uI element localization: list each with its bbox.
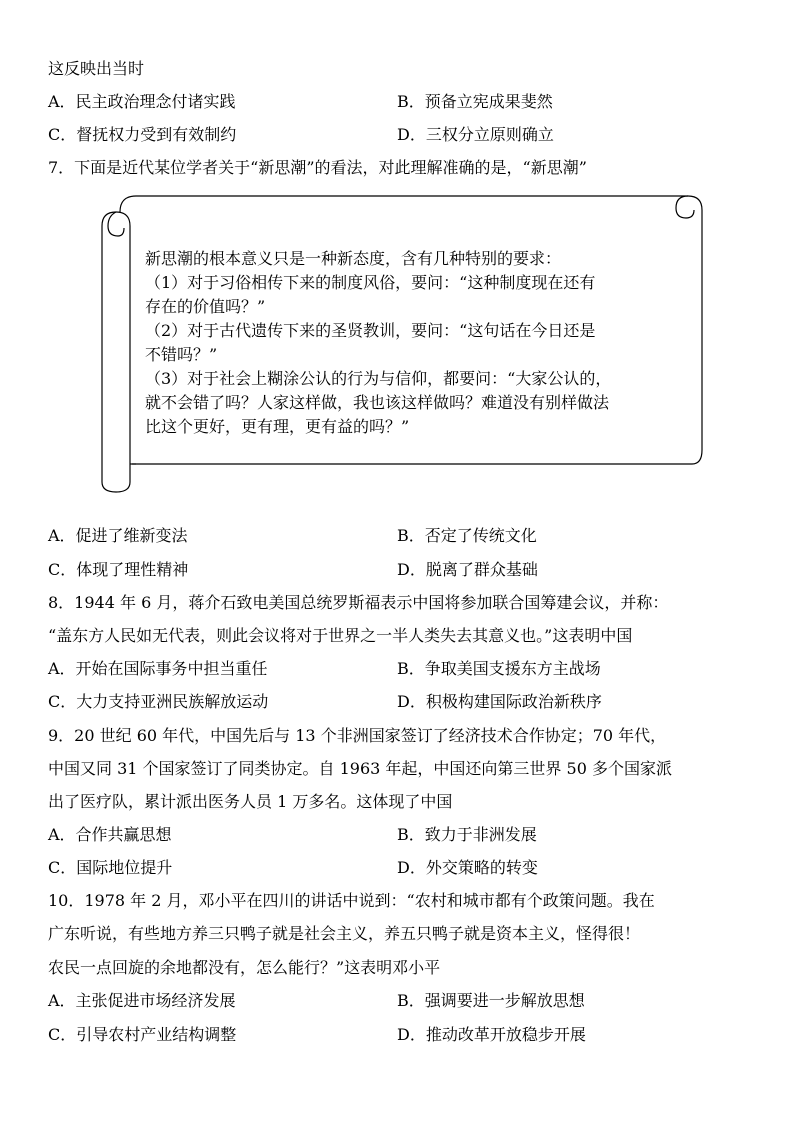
q9-stem-line-1: 9．20 世纪 60 年代，中国先后与 13 个非洲国家签订了经济技术合作协定；70 年代， — [48, 726, 667, 745]
q9-option-d: D．外交策略的转变 — [397, 858, 538, 877]
q6-option-b: B．预备立宪成果斐然 — [397, 92, 553, 111]
q6-option-c: C．督抚权力受到有效制约 — [48, 125, 237, 144]
q6-option-a: A．民主政治理念付诸实践 — [48, 92, 236, 111]
q10-stem-line-1: 10．1978 年 2 月，邓小平在四川的讲话中说到：“农村和城市都有个政策问题。我在 — [48, 891, 655, 910]
q10-option-c: C．引导农村产业结构调整 — [48, 1025, 237, 1044]
q10-option-a: A．主张促进市场经济发展 — [48, 991, 236, 1010]
q8-option-a: A．开始在国际事务中担当重任 — [48, 659, 268, 678]
quote-line-1: 新思潮的根本意义只是一种新态度，含有几种特别的要求： — [145, 249, 562, 268]
q7-option-a: A．促进了维新变法 — [48, 526, 188, 545]
q9-stem-line-3: 出了医疗队，累计派出医务人员 1 万多名。这体现了中国 — [48, 792, 453, 811]
q9-stem-line-2: 中国又同 31 个国家签订了同类协定。自 1963 年起，中国还向第三世界 50 多个国家派 — [48, 759, 672, 778]
q8-stem-line-2: “盖东方人民如无代表，则此会议将对于世界之一半人类失去其意义也。”这表明中国 — [48, 626, 633, 645]
q7-option-c: C．体现了理性精神 — [48, 560, 189, 579]
quote-line-2: （1）对于习俗相传下来的制度风俗，要问：“这种制度现在还有 — [145, 273, 596, 292]
q8-option-d: D．积极构建国际政治新秩序 — [397, 692, 602, 711]
q6-option-d: D．三权分立原则确立 — [397, 125, 554, 144]
q6-stem-tail: 这反映出当时 — [48, 59, 145, 78]
quote-line-3: 存在的价值吗？” — [145, 297, 266, 316]
quote-line-8: 比这个更好，更有理，更有益的吗？” — [145, 417, 410, 436]
quote-line-4: （2）对于古代遗传下来的圣贤教训，要问：“这句话在今日还是 — [145, 321, 596, 340]
quote-line-5: 不错吗？” — [145, 345, 218, 364]
q7-stem: 7．下面是近代某位学者关于“新思潮”的看法，对此理解准确的是，“新思潮” — [48, 158, 587, 177]
quote-line-7: 就不会错了吗？人家这样做，我也该这样做吗？难道没有别样做法 — [145, 393, 610, 412]
q10-option-b: B．强调要进一步解放思想 — [397, 991, 585, 1010]
q10-stem-line-2: 广东听说，有些地方养三只鸭子就是社会主义，养五只鸭子就是资本主义，怪得很！ — [48, 924, 641, 943]
quote-line-6: （3）对于社会上糊涂公认的行为与信仰，都要问：“大家公认的， — [145, 369, 612, 388]
q9-option-b: B．致力于非洲发展 — [397, 825, 537, 844]
q9-option-c: C．国际地位提升 — [48, 858, 173, 877]
q10-stem-line-3: 农民一点回旋的余地都没有，怎么能行？”这表明邓小平 — [48, 958, 441, 977]
q8-stem-line-1: 8．1944 年 6 月，蒋介石致电美国总统罗斯福表示中国将参加联合国筹建会议，并称： — [48, 593, 669, 612]
q10-option-d: D．推动改革开放稳步开展 — [397, 1025, 586, 1044]
q9-option-a: A．合作共赢思想 — [48, 825, 172, 844]
q8-option-b: B．争取美国支援东方主战场 — [397, 659, 601, 678]
q7-option-b: B．否定了传统文化 — [397, 526, 537, 545]
q7-option-d: D．脱离了群众基础 — [397, 560, 538, 579]
q8-option-c: C．大力支持亚洲民族解放运动 — [48, 692, 269, 711]
